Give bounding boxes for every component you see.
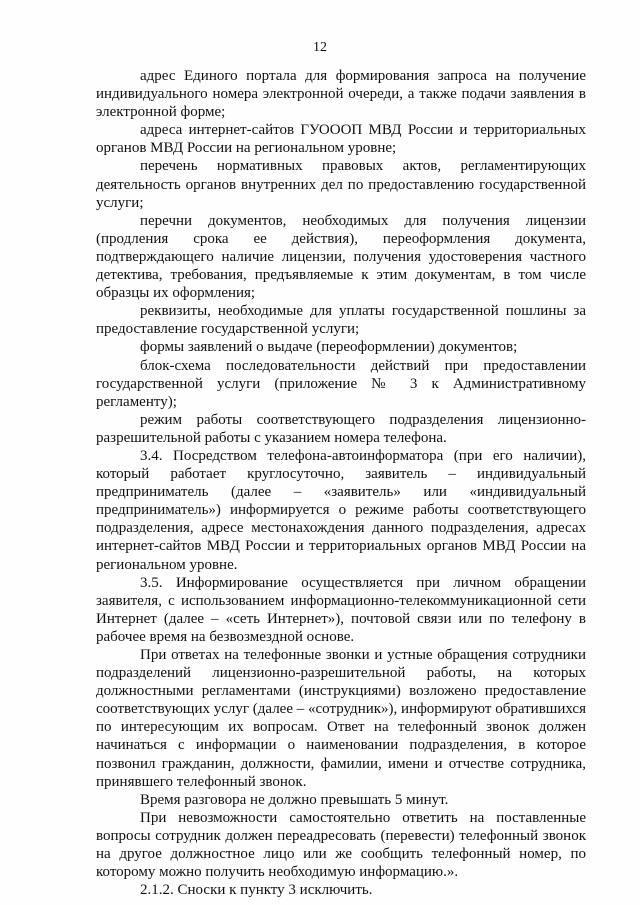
paragraph-document-lists: перечни документов, необходимых для получения лицензии (продления срока ее действия), переоформления документа, подтверждающего наличие лицензии, получения удостоверения частного детектива, требования, предъявляемые к этим документам, в том числе образцы их оформления; xyxy=(96,212,586,302)
paragraph-section-3-5: 3.5. Информирование осуществляется при личном обращении заявителя, с использованием информационно-телекоммуникационной сети Интернет (далее – «сеть Интернет»), почтовой связи или по телефону в рабочее время на безвозмездной основе. xyxy=(96,574,586,645)
paragraph-phone-calls: При ответах на телефонные звонки и устные обращения сотрудники подразделений лицензионно-разрешительной работы, на которых должностными регламентами (инструкциями) возложено предоставление соответствующих услуг (далее – «сотрудник»), информируют обратившихся по интересующим их вопросам. Ответ на телефонный звонок должен начинаться с информации о наименовании подразделения, в которое позвонил гражданин, должности, фамилии, имени и отчестве сотрудника, принявшего телефонный звонок. xyxy=(96,647,586,790)
paragraph-footnotes-removal: 2.1.2. Сноски к пункту 3 исключить. xyxy=(140,882,373,899)
paragraph-fee-details: реквизиты, необходимые для уплаты государственной пошлины за предоставление государственной услуги; xyxy=(96,303,586,338)
paragraph-portal-address: адрес Единого портала для формирования запроса на получение индивидуального номера электронной очереди, а также подачи заявления в электронной форме; xyxy=(96,68,586,121)
paragraph-website-addresses: адреса интернет-сайтов ГУОООП МВД России и территориальных органов МВД России на региональном уровне; xyxy=(96,122,586,157)
document-body xyxy=(96,67,586,899)
paragraph-application-forms: формы заявлений о выдаче (переоформлении) документов; xyxy=(140,339,518,356)
paragraph-call-redirect: При невозможности самостоятельно ответить на поставленные вопросы сотрудник должен переадресовать (перевести) телефонный звонок на другое должностное лицо или же сообщить телефонный номер, по которому можно получить необходимую информацию.». xyxy=(96,809,586,881)
paragraph-legal-acts: перечень нормативных правовых актов, регламентирующих деятельность органов внутренних дел по предоставлению государственной услуги; xyxy=(96,158,586,211)
paragraph-call-duration: Время разговора не должно превышать 5 минут. xyxy=(140,791,449,808)
paragraph-work-schedule: режим работы соответствующего подразделения лицензионно-разрешительной работы с указанием номера телефона. xyxy=(96,411,586,446)
paragraph-flowchart: блок-схема последовательности действий при предоставлении государственной услуги (приложение № 3 к Административному регламенту); xyxy=(96,357,586,410)
paragraph-section-3-4: 3.4. Посредством телефона-автоинформатора (при его наличии), который работает круглосуточно, заявитель – индивидуальный предприниматель (далее – «заявитель» или «индивидуальный предприниматель») информируется о режиме работы соответствующего подразделения, адресе местонахождения данного подразделения, адресах интернет-сайтов МВД России и территориальных органов МВД России на региональном уровне. xyxy=(96,447,586,573)
page-number: 12 xyxy=(313,40,327,55)
